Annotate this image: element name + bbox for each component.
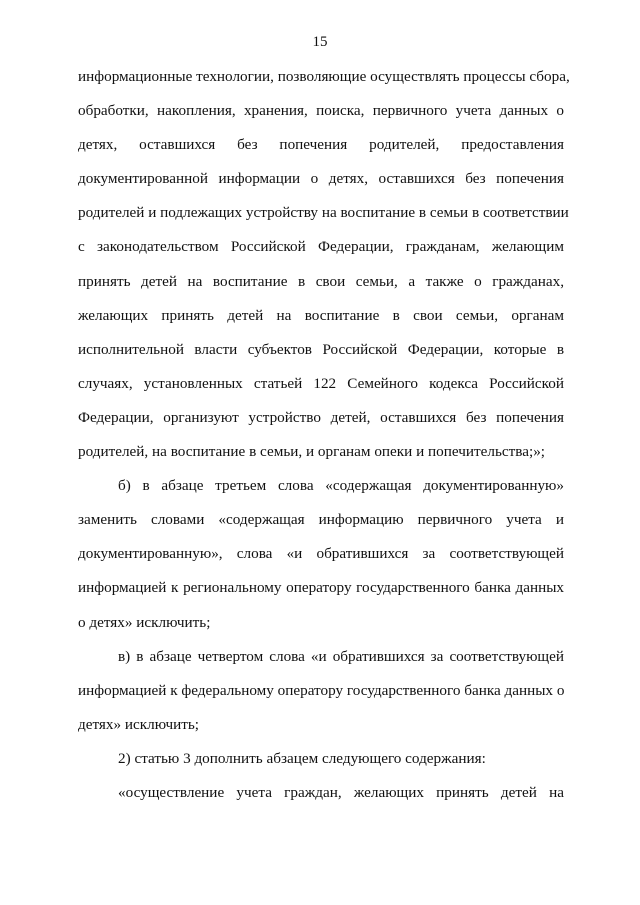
text-line: случаях, установленных статьей 122 Семейного кодекса Российской: [78, 374, 564, 392]
body-text: [78, 66, 570, 816]
text-line: принять детей на воспитание в свои семьи, а также о гражданах,: [78, 272, 564, 290]
text-line: «осуществление учета граждан, желающих принять детей на: [118, 783, 564, 801]
text-line: документированной информации о детях, оставшихся без попечения: [78, 170, 564, 188]
text-line: б) в абзаце третьем слова «содержащая документированную»: [118, 477, 564, 495]
text-line: родителей, на воспитание в семьи, и органам опеки и попечительства;»;: [78, 443, 546, 461]
text-line: информацией к региональному оператору государственного банка данных: [78, 579, 564, 597]
page-number: 15: [312, 34, 328, 50]
text-line: информацией к федеральному оператору государственного банка данных о: [78, 681, 565, 699]
text-line: с законодательством Российской Федерации, гражданам, желающим: [78, 238, 564, 256]
text-line: детях» исключить;: [78, 715, 200, 733]
text-line: в) в абзаце четвертом слова «и обратившихся за соответствующей: [118, 647, 564, 665]
text-line: заменить словами «содержащая информацию первичного учета и: [78, 511, 564, 529]
text-line: 2) статью 3 дополнить абзацем следующего содержания:: [118, 749, 486, 767]
text-line: информационные технологии, позволяющие осуществлять процессы сбора,: [78, 68, 570, 85]
text-line: обработки, накопления, хранения, поиска, первичного учета данных о: [78, 102, 564, 120]
text-line: документированную», слова «и обратившихся за соответствующей: [78, 545, 564, 563]
text-line: о детях» исключить;: [78, 613, 211, 631]
text-line: желающих принять детей на воспитание в свои семьи, органам: [78, 306, 564, 324]
text-line: детях, оставшихся без попечения родителей, предоставления: [78, 136, 564, 154]
text-line: исполнительной власти субъектов Российской Федерации, которые в: [78, 340, 564, 358]
text-line: Федерации, организуют устройство детей, оставшихся без попечения: [78, 408, 564, 426]
text-line: родителей и подлежащих устройству на воспитание в семьи в соответствии: [78, 204, 569, 222]
